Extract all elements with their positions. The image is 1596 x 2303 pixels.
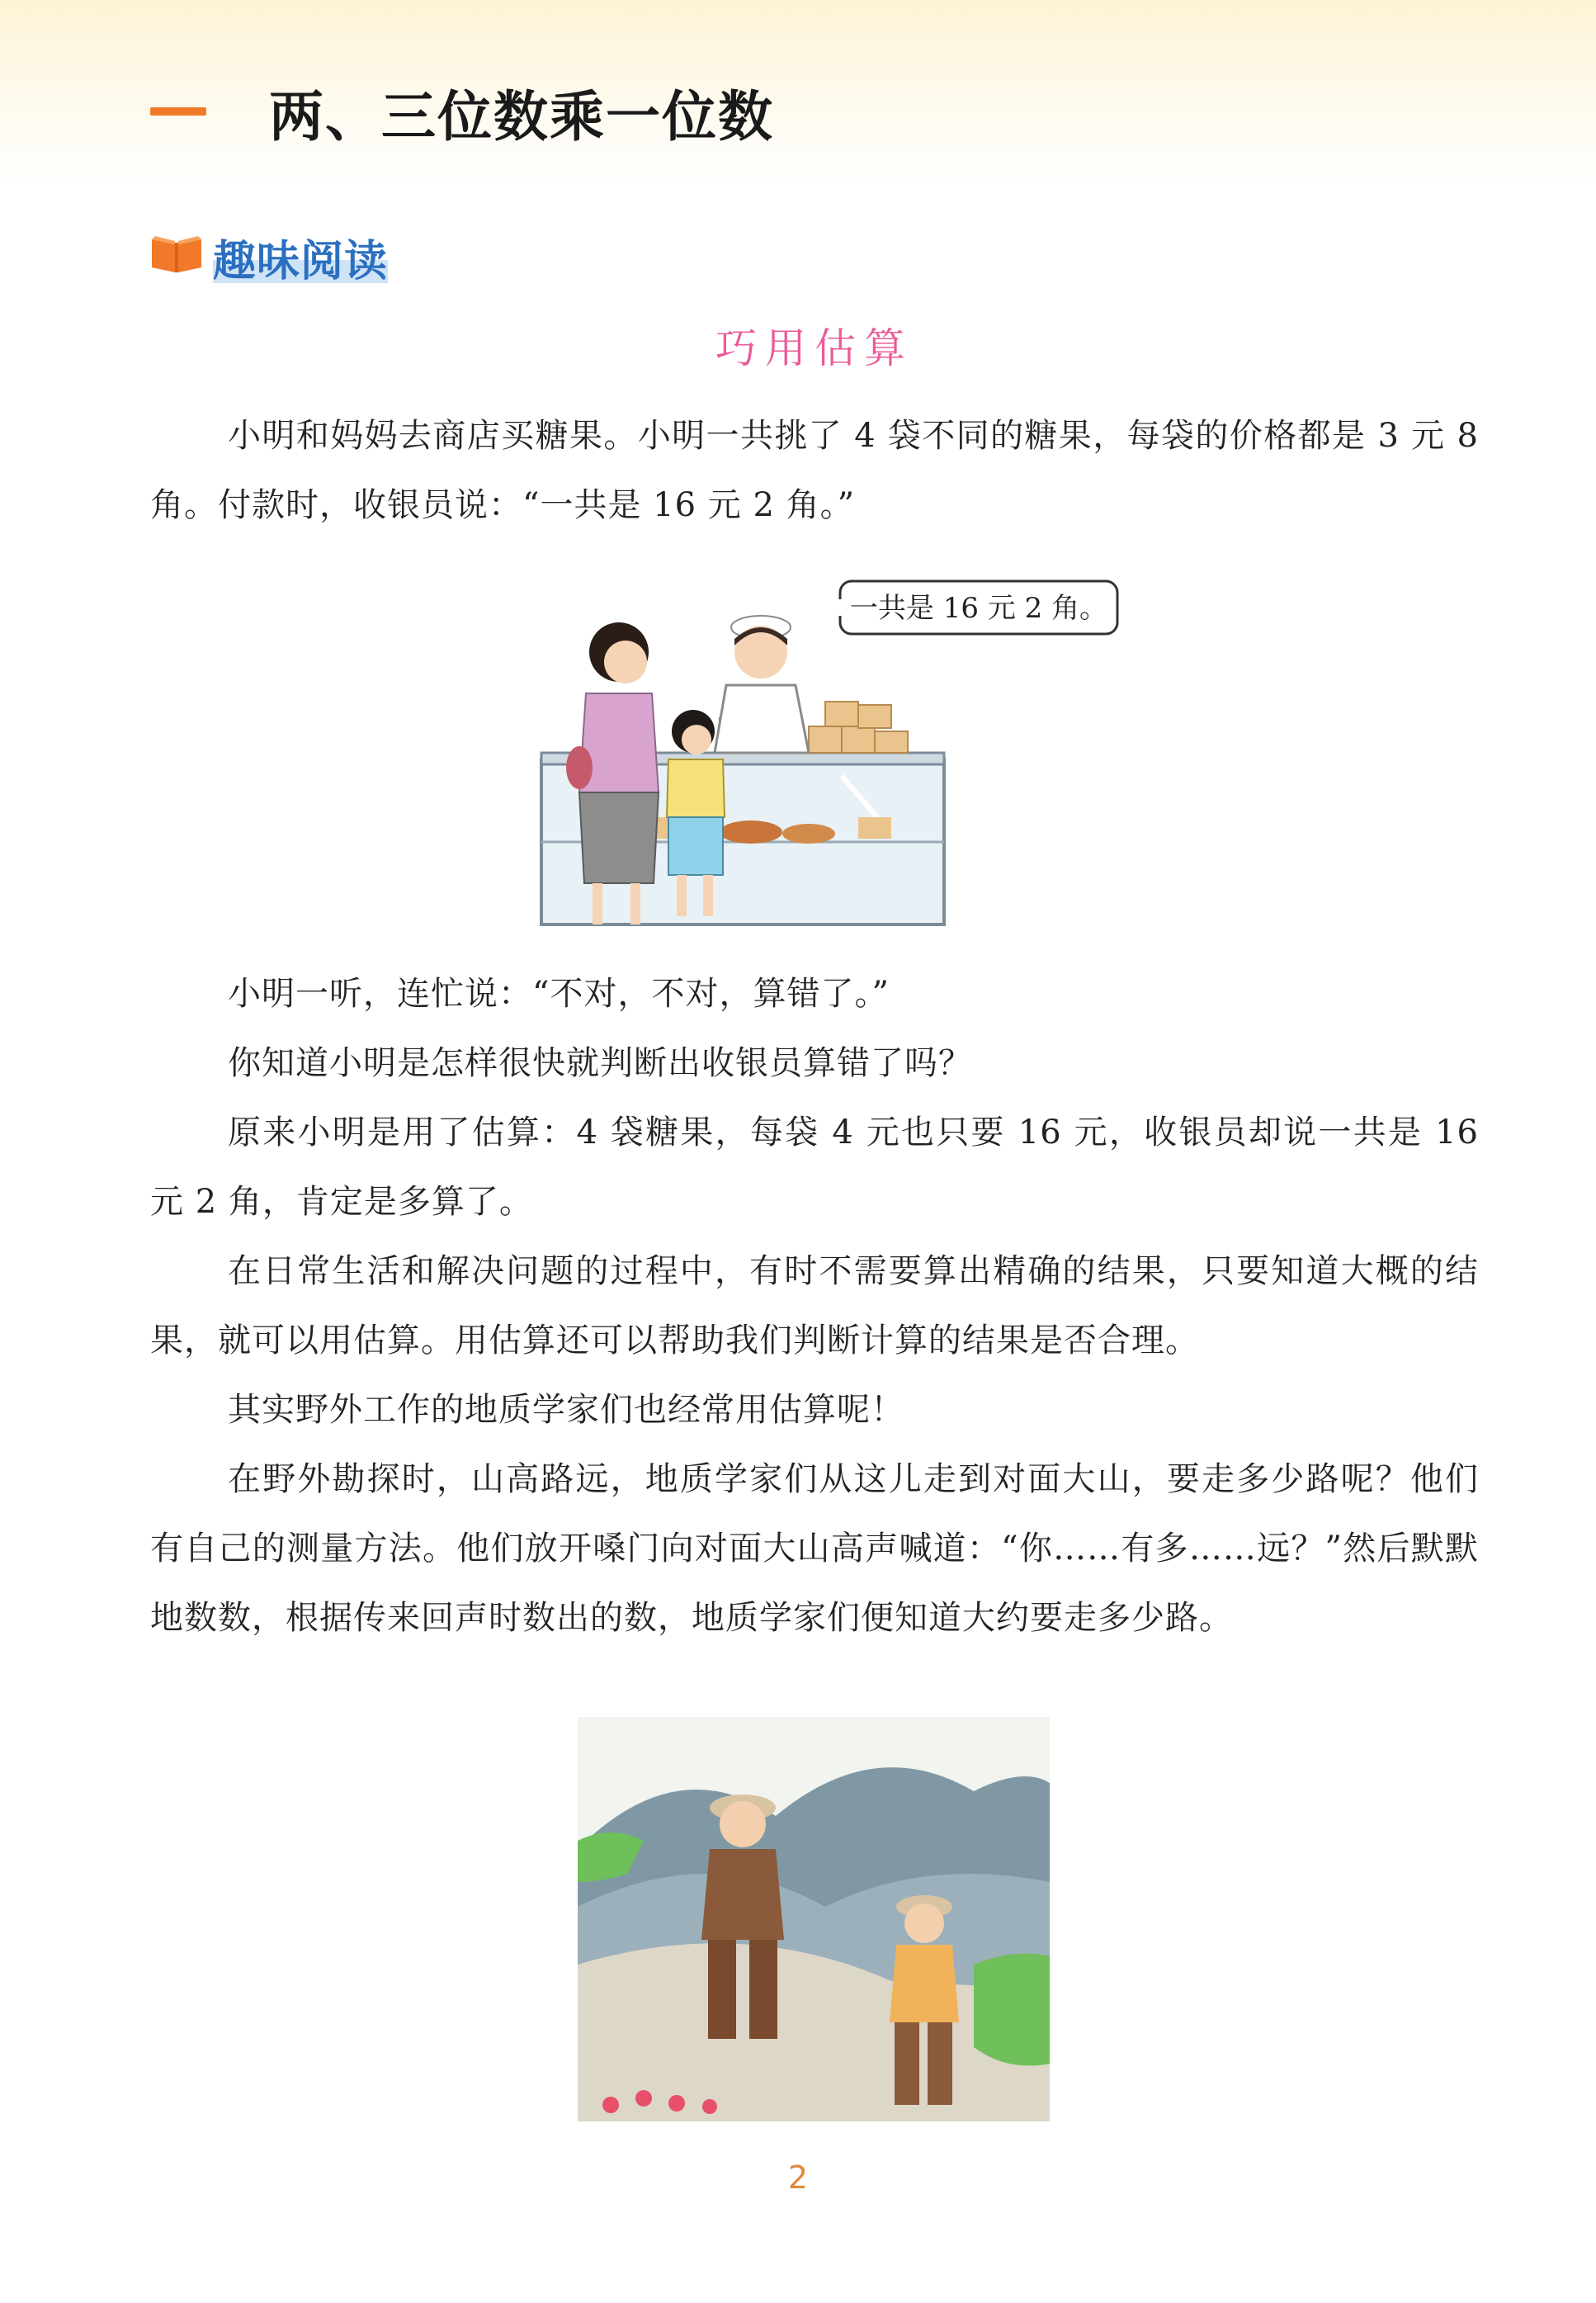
speech-bubble-text: 一共是 16 元 2 角。 xyxy=(849,592,1108,625)
paragraph-6: 其实野外工作的地质学家们也经常用估算呢！ xyxy=(228,1391,904,1429)
mountain-illustration xyxy=(578,1717,1050,2121)
story-title: 巧用估算 xyxy=(715,324,914,372)
open-book-icon xyxy=(149,233,205,274)
shop-illustration xyxy=(528,570,1122,933)
section-label: 趣味阅读 xyxy=(213,226,388,288)
paragraph-3: 你知道小明是怎样很快就判断出收银员算错了吗？ xyxy=(228,1044,972,1082)
chapter-number-dash xyxy=(150,107,206,116)
paragraph-2: 小明一听，连忙说：“不对，不对，算错了。” xyxy=(228,975,890,1013)
section-tag xyxy=(149,221,446,287)
paragraph-5: 在日常生活和解决问题的过程中，有时不需要算出精确的结果，只要知道大概的结果，就可以用估算。用估算还可以帮助我们判断计算的结果是否合理。 xyxy=(150,1252,1479,1360)
header-band xyxy=(0,0,1596,190)
paragraph-4: 原来小明是用了估算：4 袋糖果，每袋 4 元也只要 16 元，收银员却说一共是 16 元 2 角，肯定是多算了。 xyxy=(150,1114,1479,1221)
paragraph-1: 小明和妈妈去商店买糖果。小明一共挑了 4 袋不同的糖果，每袋的价格都是 3 元 8 角。付款时，收银员说：“一共是 16 元 2 角。” xyxy=(150,417,1479,524)
page-number: 2 xyxy=(787,2159,809,2196)
paragraph-7: 在野外勘探时，山高路远，地质学家们从这儿走到对面大山，要走多少路呢？他们有自己的测量方法。他们放开嗓门向对面大山高声喊道：“你……有多……远？”然后默默地数数，根据传来回声时数出的数，地质学家们便知道大约要走多少路。 xyxy=(150,1460,1479,1637)
chapter-title: 两、三位数乘一位数 xyxy=(269,85,774,149)
